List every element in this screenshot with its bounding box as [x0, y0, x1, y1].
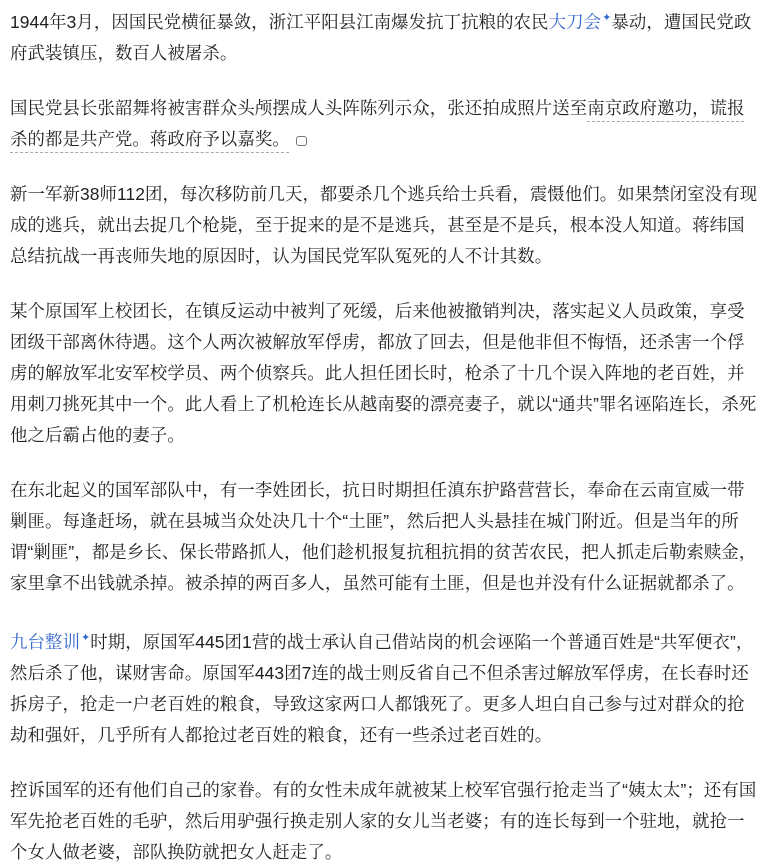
link-preview-icon: ✦ — [602, 12, 612, 24]
paragraph-new-first-army: 新一军新38师112团，每次移防前几天，都要杀几个逃兵给士兵看，震慑他们。如果禁闭室没有现成的逃兵，就出去捉几个枪毙，至于捉来的是不是逃兵，甚至是不是兵，根本没人知道。蒋纬国总结抗战一再丧师失地的原因时，认为国民党军队冤死的人不计其数。 — [10, 183, 758, 266]
text: 暴动，遭国民党政府武装镇压，数百人被屠杀。 — [10, 11, 752, 63]
paragraph-jiutai — [10, 623, 762, 751]
text: 1944年3月，因国民党横征暴敛，浙江平阳县江南爆发抗丁抗粮的农民 — [10, 11, 549, 32]
link-preview-icon: ✦ — [80, 631, 91, 644]
comment-icon[interactable] — [296, 136, 307, 146]
paragraph-families: 控诉国军的还有他们自己的家眷。有的女性未成年就被某上校军官强行抢走当了“姨太太”；还有国军先抢老百姓的毛驴，然后用驴强行换走别人家的女儿当老婆；有的连长每到一个驻地，就抢一个女人做老婆，部队换防就把女人赶走了。 — [10, 779, 757, 862]
link-dadaohui[interactable]: 大刀会 — [548, 11, 602, 32]
paragraph-zhang-shaowu — [10, 93, 762, 155]
text: 时期，原国军445团1营的战士承认自己借站岗的机会诬陷一个普通百姓是“共军便衣”，然后杀了他，谋财害命。原国军443团7连的战士则反省自己不但杀害过解放军俘虏，在长春时还拆房子，抢走一户老百姓的粮食，导致这家两口人都饿死了。更多人坦白自己参与过对群众的抢劫和强奸，几乎所有人都抢过老百姓的粮食，还有一些杀过老百姓的。 — [10, 631, 754, 745]
paragraph-colonel: 某个原国军上校团长，在镇反运动中被判了死缓，后来他被撤销判决，落实起义人员政策，享受团级干部离休待遇。这个人两次被解放军俘虏，都放了回去，但是他非但不悔悟，还杀害一个俘虏的解放军北安军校学员、两个侦察兵。此人担任团长时，枪杀了十几个误入阵地的老百姓，并用刺刀挑死其中一个。此人看上了机枪连长从越南娶的漂亮妻子，就以“通共”罪名诬陷连长，杀死他之后霸占他的妻子。 — [10, 300, 757, 445]
paragraph-northeast: 在东北起义的国军部队中，有一李姓团长，抗日时期担任滇东护路营营长，奉命在云南宣威一带剿匪。每逢赶场，就在县城当众处决几十个“土匪”，然后把人头悬挂在城门附近。但是当年的所谓“剿匪”，都是乡长、保长带路抓人，他们趁机报复抗租抗捐的贫苦农民，把人抓走后勒索赎金，家里拿不出钱就杀掉。被杀掉的两百多人，虽然可能有土匪，但是也并没有什么证据就都杀了。 — [10, 479, 757, 593]
link-jiutai-training[interactable]: 九台整训 — [10, 631, 80, 652]
annotated-text[interactable]: 南京政府邀功，谎报杀的都是共产党。蒋政府予以嘉奖。 — [10, 97, 745, 149]
text: 国民党县长张韶舞将被害群众头颅摆成人头阵陈列示众，张还拍成照片送至 — [10, 97, 588, 118]
paragraph-dadaohui — [10, 3, 762, 69]
